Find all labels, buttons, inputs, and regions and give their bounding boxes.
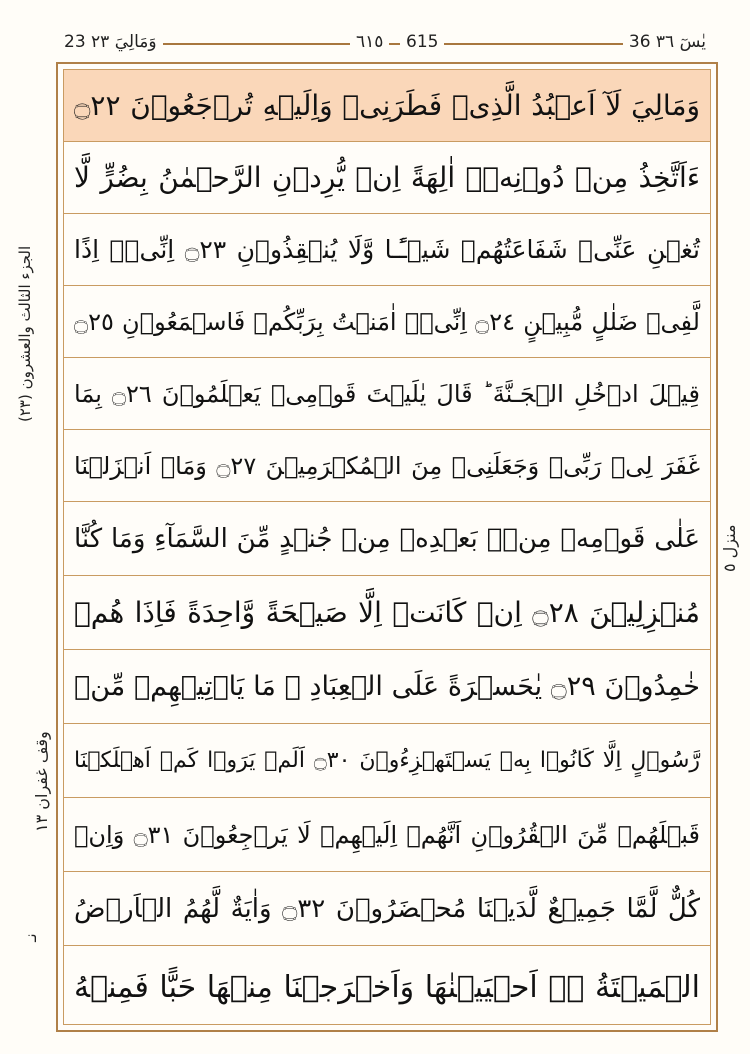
quran-line-6: غَفَرَ لِىۡ رَبِّىۡ وَجَعَلَنِىۡ مِنَ الۡمُكۡرَمِيۡنَ ۝٢٧ وَمَاۤ اَنۡزَلۡنَا (64, 430, 710, 502)
quran-line-10: رَّسُوۡلٍ اِلَّا كَانُوۡا بِهٖ يَسۡتَهۡزِءُوۡنَ ۝٣٠ اَلَمۡ يَرَوۡا كَمۡ اَهۡلَكۡنَا (64, 724, 710, 798)
text-area (63, 69, 711, 1025)
quran-line-13: الۡمَيۡتَةُ ۖۚ اَحۡيَيۡنٰهَا وَاَخۡرَجۡنَا مِنۡهَا حَبًّا فَمِنۡهُ (74, 969, 700, 1005)
waqf-margin-note: وقف غفران ١٣ (32, 731, 51, 832)
page-number-arabic: ٦١٥ (350, 28, 389, 56)
quran-line-11: قَبۡلَهُمۡ مِّنَ الۡقُرُوۡنِ اَنَّهُمۡ اِلَيۡهِمۡ لَا يَرۡجِعُوۡنَ ۝٣١ وَاِنۡ (64, 798, 710, 872)
juz-margin-note: الجزء الثالث والعشرون (٢٣) (16, 245, 34, 422)
surah-number: 36 (628, 32, 651, 52)
page-number: 615 (400, 28, 444, 56)
left-margin (2, 62, 52, 1032)
quran-line-8: مُنۡزِلِيۡنَ ۝٢٨ اِنۡ كَانَتۡ اِلَّا صَيۡحَةً وَّاحِدَةً فَاِذَا هُمۡ (64, 576, 710, 650)
right-margin (714, 62, 748, 1032)
manzil-margin-note: منزل ٥ (720, 524, 739, 572)
page-header (58, 28, 712, 56)
quran-line-7: عَلٰى قَوۡمِهٖ مِنۡۢ بَعۡدِهٖ مِنۡ جُنۡدٍ مِّنَ السَّمَآءِ وَمَا كُنَّا (64, 502, 710, 576)
text-frame (56, 62, 718, 1032)
surah-label (623, 28, 712, 56)
juz-label: 23 وَمَالِيَ ٢٣ (58, 28, 163, 56)
quran-line-1: وَمَالِيَ لَآ اَعۡبُدُ الَّذِىۡ فَطَرَنِىۡ وَاِلَيۡهِ تُرۡجَعُوۡنَ ۝٢٢ (64, 70, 710, 142)
quran-line-3: تُغۡنِ عَنِّىۡ شَفَاعَتُهُمۡ شَيۡـًٔـا وَّلَا يُنۡقِذُوۡنِ ۝٢٣ اِنِّىۡۤ اِذًا (64, 214, 710, 286)
quran-line-4: لَّفِىۡ ضَلٰلٍ مُّبِيۡنٍ ۝٢٤ اِنِّىۡۤ اٰمَنۡتُ بِرَبِّكُمۡ فَاسۡمَعُوۡنِ ۝٢٥ (64, 286, 710, 358)
quran-line-12: كُلٌّ لَّمَّا جَمِيۡعٌ لَّدَيۡنَا مُحۡضَرُوۡنَ ۝٣٢ وَاٰيَةٌ لَّهُمُ الۡاَرۡضُ (64, 872, 710, 946)
quran-line-9: خٰمِدُوۡنَ ۝٢٩ يٰحَسۡرَةً عَلَى الۡعِبَادِ‌ ۚ مَا يَاۡتِيۡهِمۡ مِّنۡ (64, 650, 710, 724)
surah-name: يٰسٓ ٣٦ (655, 32, 706, 52)
quran-line-5: قِيۡلَ ادۡخُلِ الۡجَـنَّةَ‌ ؕ قَالَ يٰلَيۡتَ قَوۡمِىۡ يَعۡلَمُوۡنَ ۝٢٦ بِمَا (64, 358, 710, 430)
margin-mark: نـ (22, 933, 40, 942)
quran-line-2: ءَاَتَّخِذُ مِنۡ دُوۡنِهٖۤ اٰلِهَةً اِنۡ يُّرِدۡنِ الرَّحۡمٰنُ بِضُرٍّ لَّا (64, 142, 710, 214)
